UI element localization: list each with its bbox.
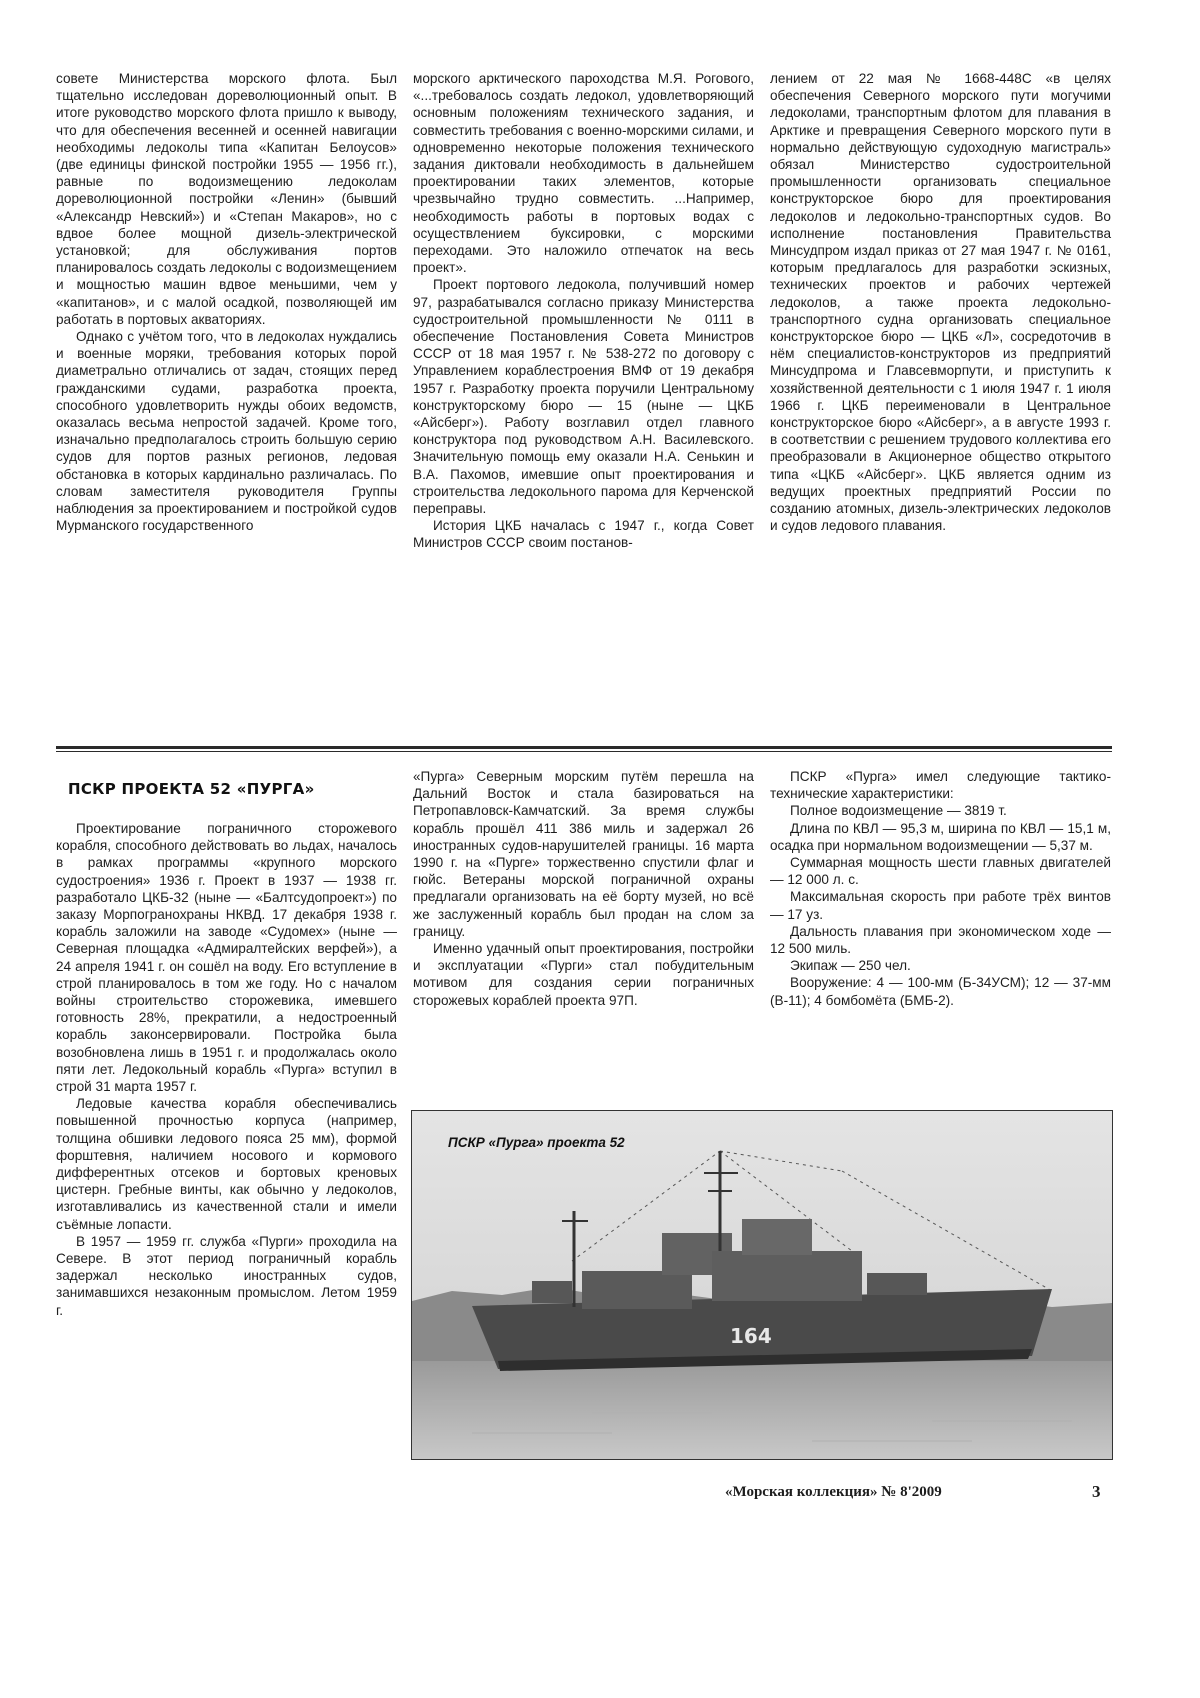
superstructure-aft	[582, 1271, 692, 1309]
section-column-1	[56, 820, 397, 1319]
paragraph: История ЦКБ началась с 1947 г., когда Совет Министров СССР своим постанов-	[413, 518, 754, 551]
bridge	[742, 1219, 812, 1255]
spec-item: Полное водоизмещение — 3819 т.	[790, 803, 1007, 819]
spec-intro: ПСКР «Пурга» имел следующие тактико-технические характеристики:	[770, 769, 1111, 802]
spec-item: Экипаж — 250 чел.	[790, 958, 911, 974]
hull-number: 164	[730, 1324, 772, 1348]
superstructure-main	[712, 1251, 862, 1301]
paragraph: В 1957 — 1959 гг. служба «Пурги» проходила на Севере. В этот период пограничный корабль задержал несколько иностранных судов, занимавшихся незаконным промыслом. Летом 1959 г.	[56, 1233, 397, 1318]
paragraph: Однако с учётом того, что в ледоколах нуждались и военные моряки, требования которых порой диаметрально отличались от задач, стоящих перед гражданскими судами, разработка проекта, способного удовлетворить нужды обоих ведомств, оказалась весьма непростой задачей. Кроме того, изначально предполагалось строить большую серию судов для портов разных регионов, ледовая обстановка в которых кардинально различалась. По словам заместителя руководителя Группы наблюдения за проектированием и постройкой судов Мурманского государственного	[56, 329, 397, 534]
section-divider	[56, 746, 1112, 749]
spec-item: Максимальная скорость при работе трёх винтов — 17 уз.	[770, 889, 1111, 922]
ship-photo	[411, 1110, 1113, 1460]
paragraph: морского арктического пароходства М.Я. Рогового, «...требовалось создать ледокол, удовлетворяющий основным положениям технического задания, и совместить требования с военно-морскими силами, и одновременно некоторые положения технического задания диктовали необходимость в дальнейшем проектировании таких элементов, которые чрезвычайно трудно совместить. ...Например, необходимость работы в портовых водах с осуществлением буксировки, с морскими переходами. Это наложило отпечаток на весь проект».	[413, 71, 754, 276]
spec-item: Суммарная мощность шести главных двигателей — 12 000 л. с.	[770, 855, 1111, 888]
water	[412, 1361, 1112, 1459]
paragraph: Ледовые качества корабля обеспечивались повышенной прочностью корпуса (например, толщина обшивки ледового пояса 25 мм), формой форштевня, наличием носового и кормового дифферентных отсеков и бортовых креновых цистерн. Гребные винты, как обычно у ледоколов, изготавливались из качественной стали и имели съёмные лопасти.	[56, 1096, 397, 1232]
page-number: 3	[1092, 1482, 1101, 1501]
top-column-1	[56, 70, 397, 534]
paragraph: совете Министерства морского флота. Был тщательно исследован дореволюционный опыт. В итоге руководство морского флота пришло к выводу, что для обеспечения весенней и осенней навигации необходимы ледоколы типа «Капитан Белоусов» (две единицы финской постройки 1955 — 1956 гг.), равные по водоизмещению ледоколам дореволюционной постройки «Ленин» (бывший «Александр Невский») и «Степан Макаров», но с вдвое более мощной дизель-электрической установкой; для обслуживания портов планировалось создать ледоколы с водоизмещением и мощностью машин вдвое меньшими, чем у «капитанов», и с малой осадкой, позволяющей им работать в портовых акваториях.	[56, 71, 397, 327]
top-column-2	[413, 70, 754, 552]
ship-illustration	[412, 1111, 1112, 1459]
paragraph: лением от 22 мая № 1668-448С «в целях обеспечения Северного морского пути могучими ледоколами, транспортным флотом для плавания в Арктике и превращения Северного морского пути в нормально действующую судоходную магистраль» обязал Министерство судостроительной промышленности организовать специальное конструкторское бюро для проектирования ледоколов и ледокольно-транспортных судов. Во исполнение постановления Правительства Минсудпром издал приказ от 27 мая 1947 г. № 0161, которым предлагалось для разработки эскизных, технических проектов и рабочих чертежей ледоколов, а также проекта ледокольно-транспортного судна организовать специальное конструкторское бюро — ЦКБ «Л», сосредоточив в нём специалистов-конструкторов из предприятий Минсудпрома и Главсевморпути, и приступить к хозяйственной деятельности с 1 июля 1947 г. 1 июля 1966 г. ЦКБ переименовали в Центральное конструкторское бюро «Айсберг», а в августе 1993 г. в соответствии с решением трудового коллектива его преобразовали в Акционерное общество открытого типа «ЦКБ «Айсберг». ЦКБ является одним из ведущих проектных предприятий России по созданию атомных, дизель-электрических ледоколов и судов ледового плавания.	[770, 71, 1111, 534]
photo-caption: ПСКР «Пурга» проекта 52	[448, 1135, 625, 1150]
paragraph: Проект портового ледокола, получивший номер 97, разрабатывался согласно приказу Министерства судостроительной промышленности № 0111 в обеспечение Постановления Совета Министров СССР от 18 мая 1957 г. № 538-272 по договору с Управлением кораблестроения ВМФ от 19 декабря 1957 г. Разработку проекта поручили Центральному конструкторскому бюро — 15 (ныне — ЦКБ «Айсберг»). Работу возглавил отдел главного конструктора под руководством А.Н. Василевского. Значительную помощь ему оказали Н.А. Сенькин и В.А. Пахомов, имевшие опыт проектирования и строительства ледокольного парома для Керченской переправы.	[413, 277, 754, 517]
spec-item: Дальность плавания при экономическом ходе — 12 500 миль.	[770, 923, 1111, 957]
section-column-3	[770, 768, 1111, 1009]
paragraph: Именно удачный опыт проектирования, постройки и эксплуатации «Пурги» стал побудительным мотивом для создания серии пограничных сторожевых кораблей проекта 97П.	[413, 941, 754, 1008]
section-heading: ПСКР ПРОЕКТА 52 «ПУРГА»	[68, 780, 315, 798]
spec-item: Вооружение: 4 — 100-мм (Б-34УСМ); 12 — 37-мм (В-11); 4 бомбомёта (БМБ-2).	[770, 975, 1111, 1008]
section-divider-thin	[56, 751, 1112, 752]
aft-gun	[532, 1281, 572, 1303]
top-column-3	[770, 70, 1111, 534]
paragraph: Проектирование пограничного сторожевого корабля, способного действовать во льдах, началось в рамках программы «крупного морского судостроения» 1936 г. Проект в 1937 — 1938 гг. разработало ЦКБ-32 (ныне — «Балтсудопроект») по заказу Морпогранохраны НКВД. 17 декабря 1938 г. корабль заложили на заводе «Судомех» (ныне — Северная площадка «Адмиралтейских верфей»), а 24 апреля 1941 г. он сошёл на воду. Его вступление в строй планировалось в том же году. Но с началом войны строительство сторожевика, имевшего готовность 28%, прекратили, а недостроенный корабль законсервировали. Постройка была возобновлена лишь в 1951 г. и продолжалась около пяти лет. Ледокольный корабль «Пурга» вступил в строй 31 марта 1957 г.	[56, 821, 397, 1095]
magazine-footer: «Морская коллекция» № 8'2009	[725, 1484, 942, 1500]
spec-item: Длина по КВЛ — 95,3 м, ширина по КВЛ — 15,1 м, осадка при нормальном водоизмещении — 5,37 м.	[770, 820, 1111, 853]
section-column-2	[413, 768, 754, 1009]
forward-gun	[867, 1273, 927, 1295]
paragraph: «Пурга» Северным морским путём перешла на Дальний Восток и стала базироваться на Петропавловск-Камчатский. За время службы корабль прошёл 411 386 миль и задержал 26 иностранных судов-нарушителей границы. 16 марта 1990 г. на «Пурге» торжественно спустили флаг и гюйс. Ветераны морской пограничной охраны предлагали организовать на её борту музей, но всё же заслуженный корабль был продан на слом за границу.	[413, 769, 754, 939]
